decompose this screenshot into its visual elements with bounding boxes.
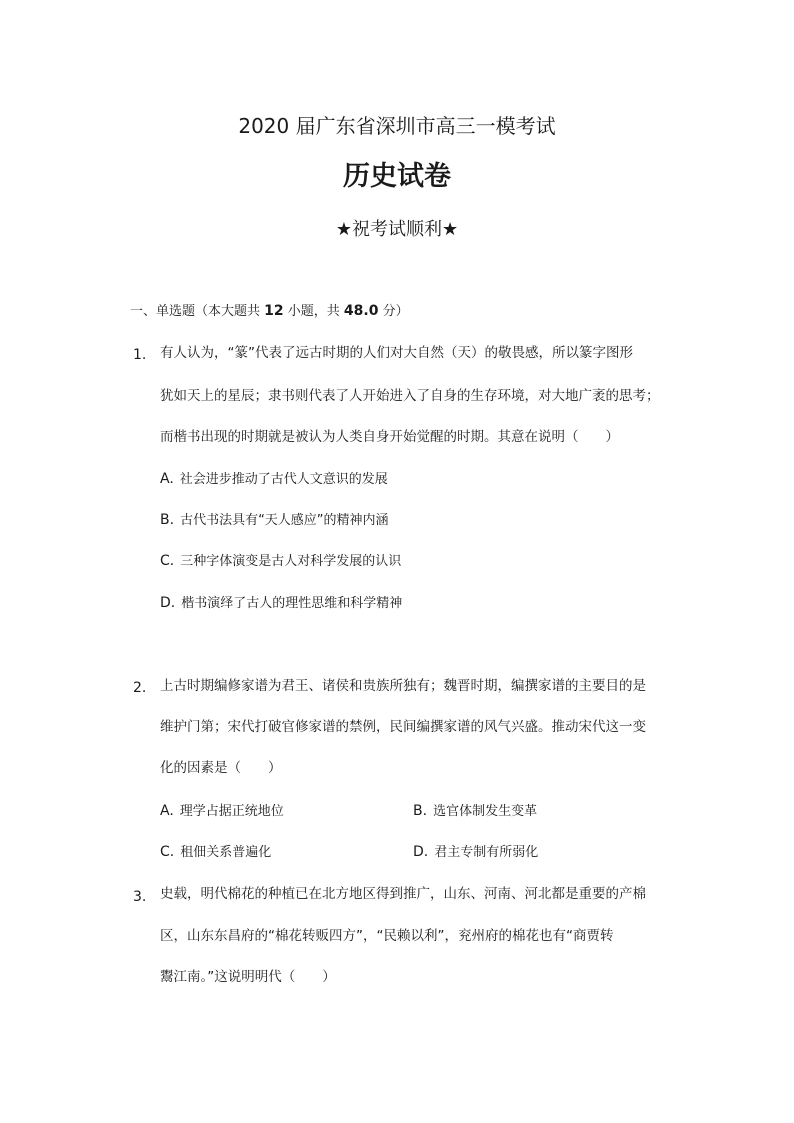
question-2-option-d[interactable] — [413, 842, 538, 863]
section-middle: 小题，共 — [283, 304, 344, 319]
question-2-line-3: 化的因素是（ ） — [160, 760, 282, 776]
question-3-line-2: 区，山东东昌府的“棉花转贩四方”，“民赖以利”，兖州府的棉花也有“商贾转 — [160, 928, 614, 944]
question-2-number: 2. — [133, 680, 147, 696]
option-letter: C. — [160, 553, 175, 569]
question-1-number: 1. — [133, 347, 147, 363]
section-suffix: 分） — [378, 304, 409, 319]
option-letter: D. — [160, 595, 176, 611]
question-3-line-3: 鬻江南。”这说明明代（ ） — [160, 969, 336, 985]
question-count: 12 — [264, 303, 284, 319]
option-letter: D. — [413, 844, 429, 860]
option-text: 古代书法具有“天人感应”的精神内涵 — [180, 513, 389, 528]
wish-line: ★祝考试顺利★ — [335, 219, 459, 240]
question-2-option-b[interactable] — [413, 801, 537, 822]
option-letter: A. — [160, 471, 174, 487]
option-text: 社会进步推动了古代人文意识的发展 — [179, 472, 388, 487]
section-heading — [130, 301, 409, 322]
question-1-line-1: 有人认为，“篆”代表了远古时期的人们对大自然（天）的敬畏感，所以篆字图形 — [160, 345, 633, 361]
question-1-option-c[interactable] — [160, 551, 401, 572]
option-text: 楷书演绎了古人的理性思维和科学精神 — [181, 596, 403, 611]
option-letter: B. — [413, 803, 428, 819]
option-letter: A. — [160, 803, 174, 819]
option-letter: B. — [160, 512, 175, 528]
question-1-line-3: 而楷书出现的时期就是被认为人类自身开始觉醒的时期。其意在说明（ ） — [160, 429, 619, 445]
option-text: 君主专制有所弱化 — [434, 845, 539, 860]
question-1-option-a[interactable] — [160, 469, 388, 490]
total-score: 48.0 — [343, 303, 379, 319]
option-text: 理学占据正统地位 — [179, 804, 284, 819]
question-1-option-d[interactable] — [160, 593, 402, 614]
exam-title: 2020 届广东省深圳市高三一模考试 — [238, 114, 556, 138]
option-text: 选官体制发生变革 — [433, 804, 538, 819]
subject-title: 历史试卷 — [343, 161, 451, 192]
question-2-option-a[interactable] — [160, 801, 284, 822]
question-1-line-2: 犹如天上的星辰；隶书则代表了人开始进入了自身的生存环境，对大地广袤的思考； — [160, 388, 660, 404]
section-prefix: 一、单选题（本大题共 — [130, 304, 265, 319]
question-3-line-1: 史载，明代棉花的种植已在北方地区得到推广，山东、河南、河北都是重要的产棉 — [160, 886, 646, 902]
question-3-number: 3. — [133, 889, 147, 905]
option-letter: C. — [160, 844, 175, 860]
question-2-line-2: 维护门第；宋代打破官修家谱的禁例，民间编撰家谱的风气兴盛。推动宋代这一变 — [160, 719, 646, 735]
question-2-line-1: 上古时期编修家谱为君王、诸侯和贵族所独有；魏晋时期，编撰家谱的主要目的是 — [160, 678, 646, 694]
option-text: 租佃关系普遍化 — [180, 845, 272, 860]
question-1-option-b[interactable] — [160, 510, 389, 531]
question-2-option-c[interactable] — [160, 842, 271, 863]
option-text: 三种字体演变是古人对科学发展的认识 — [180, 554, 402, 569]
